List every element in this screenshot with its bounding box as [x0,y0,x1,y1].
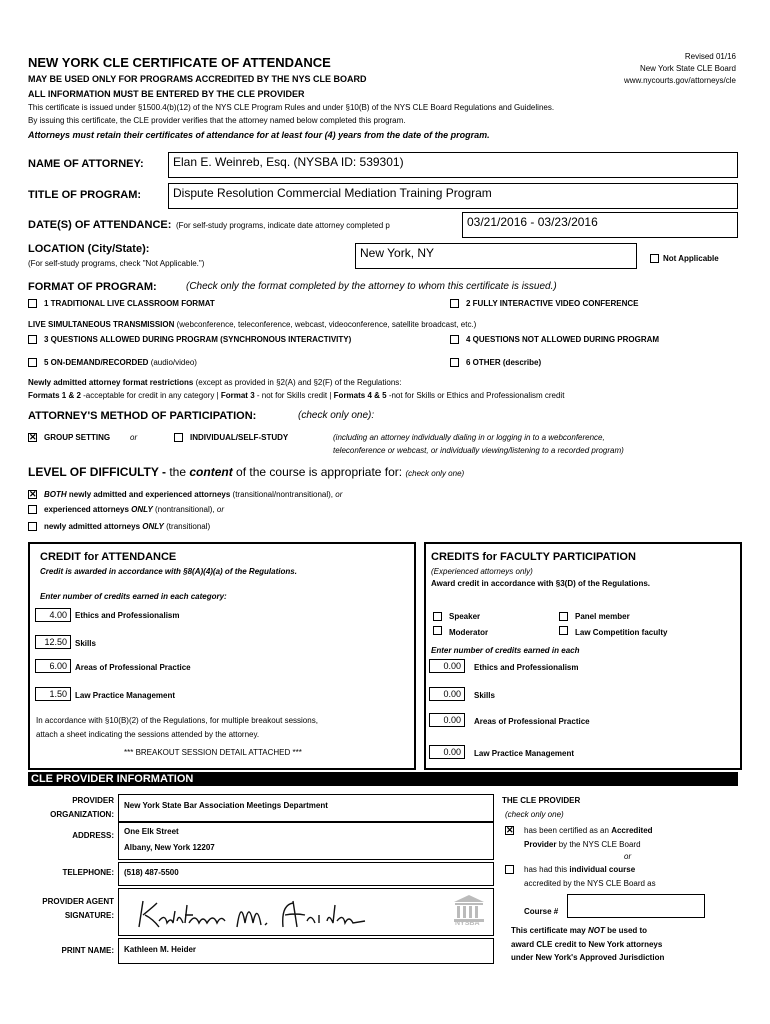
faculty-lpm-field[interactable]: 0.00 [429,745,465,759]
individual-course-line-2: accredited by the NYS CLE Board as [524,879,656,888]
law-competition-checkbox[interactable] [559,626,568,635]
org-value: New York State Bar Association Meetings Department [124,801,328,810]
credit-app-label: Areas of Professional Practice [75,663,191,672]
issued-under-text: This certificate is issued under §1500.4(b)(12) of the NYS CLE Program Rules and under §10(B) of the NYS CLE Board Regulations and Guidelines. [28,103,555,112]
format3-checkbox[interactable] [28,335,37,344]
board-name: New York State CLE Board [639,64,736,73]
course-number-field[interactable] [567,894,705,918]
seal-text: NYSBA [455,920,480,927]
board-url: www.nycourts.gov/attorneys/cle [623,76,736,85]
individual-checkbox[interactable] [174,433,183,442]
revised-date: Revised 01/16 [684,52,736,61]
award-line: award CLE credit to New York attorneys [511,940,663,949]
accredited-only-note: MAY BE USED ONLY FOR PROGRAMS ACCREDITED BY THE NYS CLE BOARD [28,74,367,84]
format4-label: 4 QUESTIONS NOT ALLOWED DURING PROGRAM [466,335,660,344]
course-number-label: Course # [524,907,559,916]
attendance-dates-label: DATE(S) OF ATTENDANCE: [28,219,172,231]
not-applicable-label: Not Applicable [663,254,719,263]
credit-awarded-note: Credit is awarded in accordance with §8(A)(4)(a) of the Regulations. [40,567,297,576]
format6-checkbox[interactable] [450,358,459,367]
accredited-provider-checkbox[interactable]: ✕ [506,825,514,835]
accredited-line-2: Provider by the NYS CLE Board [524,840,641,849]
agent-label-2: SIGNATURE: [64,911,114,920]
format2-checkbox[interactable] [450,299,459,308]
check-only-one: (check only one) [505,810,564,819]
address-line-1: One Elk Street [124,827,179,836]
law-competition-label: Law Competition faculty [575,628,668,637]
attorney-name-field[interactable]: Elan E. Weinreb, Esq. (NYSBA ID: 539301) [168,152,738,178]
retain-notice: Attorneys must retain their certificates of attendance for at least four (4) years from the date of the program. [28,130,490,140]
both-attorneys-label: BOTH newly admitted and experienced attorneys (transitional/nontransitional), or [44,490,343,499]
attorney-name-label: NAME OF ATTORNEY: [28,158,144,170]
provider-header: CLE PROVIDER INFORMATION [28,772,738,786]
the-cle-provider: THE CLE PROVIDER [502,796,581,805]
faculty-exp-note: (Experienced attorneys only) [431,567,533,576]
formats-text: Formats 1 & 2 -acceptable for credit in any category | Format 3 - not for Skills credit | Formats 4 & 5 -not for Skills or Ethics and Professionalism credit [28,391,565,400]
moderator-checkbox[interactable] [433,626,442,635]
method-label: ATTORNEY'S METHOD OF PARTICIPATION: [28,410,257,422]
format-note: (Check only the format completed by the attorney to whom this certificate is issued.) [186,281,557,292]
speaker-label: Speaker [449,612,481,621]
address-label: ADDRESS: [72,831,114,840]
newly-admitted-checkbox[interactable] [28,522,37,531]
format4-checkbox[interactable] [450,335,459,344]
difficulty-heading: LEVEL OF DIFFICULTY - the content of the course is appropriate for: (check only one) [28,465,465,479]
breakout-text-2: attach a sheet indicating the sessions attended by the attorney. [36,730,260,739]
individual-note-1: (including an attorney individually dialing in or logging in to a webconference, [333,433,605,442]
breakout-attached: *** BREAKOUT SESSION DETAIL ATTACHED *** [124,748,302,757]
format-label: FORMAT OF PROGRAM: [28,281,157,293]
agent-label-1: PROVIDER AGENT [42,897,114,906]
faculty-award-note: Award credit in accordance with §3(D) of the Regulations. [431,579,651,588]
faculty-enter-note: Enter number of credits earned in each [431,646,580,655]
credit-ethics-field[interactable]: 4.00 [35,608,71,622]
newly-admitted-label: newly admitted attorneys ONLY (transitional) [44,522,211,531]
both-attorneys-checkbox[interactable]: ✕ [29,489,37,499]
format6-label: 6 OTHER (describe) [466,358,542,367]
format5-note: (audio/video) [150,358,197,367]
verify-text: By issuing this certificate, the CLE provider verifies that the attorney named below completed this program. [28,116,406,125]
program-title-label: TITLE OF PROGRAM: [28,189,142,201]
faculty-lpm-label: Law Practice Management [474,749,575,758]
format2-label: 2 FULLY INTERACTIVE VIDEO CONFERENCE [466,299,639,308]
individual-note-2: teleconference or webcast, or individually viewing/listening to a recorded program) [333,446,624,455]
address-line-2: Albany, New York 12207 [124,843,215,852]
org-label-2: ORGANIZATION: [50,810,114,819]
program-title-field[interactable]: Dispute Resolution Commercial Mediation Training Program [168,183,738,209]
restrictions-text [28,378,402,387]
credit-app-field[interactable]: 6.00 [35,659,71,673]
accredited-line-1: has been certified as an Accredited [524,826,653,835]
faculty-skills-label: Skills [474,691,495,700]
print-name-label: PRINT NAME: [61,946,114,955]
faculty-panel [424,542,742,770]
live-transmission-label: LIVE SIMULTANEOUS TRANSMISSION [28,320,175,329]
org-label-1: PROVIDER [72,796,114,805]
method-note: (check only one): [298,410,375,421]
format5-label: 5 ON-DEMAND/RECORDED [44,358,149,367]
print-name-field[interactable] [118,938,494,964]
page-title: NEW YORK CLE CERTIFICATE OF ATTENDANCE [28,55,331,70]
location-note: (For self-study programs, check "Not Applicable.") [28,259,205,268]
signature-image [133,893,373,933]
signature-field[interactable] [118,888,494,936]
faculty-ethics-field[interactable]: 0.00 [429,659,465,673]
location-label: LOCATION (City/State): [28,243,150,255]
address-field[interactable] [118,822,494,860]
group-setting-label: GROUP SETTING [44,433,111,442]
org-field[interactable] [118,794,494,822]
panel-member-label: Panel member [575,612,630,621]
format5-text [44,358,197,367]
experienced-checkbox[interactable] [28,505,37,514]
credit-attendance-title: CREDIT for ATTENDANCE [40,551,177,563]
faculty-skills-field[interactable]: 0.00 [429,687,465,701]
speaker-checkbox[interactable] [433,612,442,621]
individual-course-checkbox[interactable] [505,865,514,874]
telephone-value: (518) 487-5500 [124,868,179,877]
faculty-app-field[interactable]: 0.00 [429,713,465,727]
location-field[interactable]: New York, NY [355,243,637,269]
individual-label: INDIVIDUAL/SELF-STUDY [190,433,289,442]
credit-ethics-label: Ethics and Professionalism [75,611,180,620]
format1-label: 1 TRADITIONAL LIVE CLASSROOM FORMAT [44,299,215,308]
faculty-app-label: Areas of Professional Practice [474,717,590,726]
credit-enter-note: Enter number of credits earned in each category: [40,592,227,601]
not-applicable-checkbox[interactable] [650,254,659,263]
faculty-title: CREDITS for FACULTY PARTICIPATION [431,551,636,563]
credit-skills-label: Skills [75,639,96,648]
faculty-ethics-label: Ethics and Professionalism [474,663,579,672]
credit-lpm-field[interactable]: 1.50 [35,687,71,701]
attendance-dates-field[interactable]: 03/21/2016 - 03/23/2016 [462,212,738,238]
restrictions-label: Newly admitted attorney format restrictions [28,378,194,387]
may-not-line: This certificate may NOT be used to [511,926,648,935]
individual-course-line-1: has had this individual course [524,865,636,874]
format5-checkbox[interactable] [28,358,37,367]
format3-label: 3 QUESTIONS ALLOWED DURING PROGRAM (SYNCHRONOUS INTERACTIVITY) [44,335,352,344]
breakout-text-1: In accordance with §10(B)(2) of the Regulations, for multiple breakout sessions, [36,716,318,725]
telephone-label: TELEPHONE: [62,868,114,877]
method-or: or [130,433,138,442]
live-transmission-text [28,320,476,329]
live-transmission-note: (webconference, teleconference, webcast, videoconference, satellite broadcast, etc.) [176,320,477,329]
moderator-label: Moderator [449,628,489,637]
panel-member-checkbox[interactable] [559,612,568,621]
provider-or: or [624,852,632,861]
credit-lpm-label: Law Practice Management [75,691,176,700]
telephone-field[interactable] [118,862,494,886]
format1-checkbox[interactable] [28,299,37,308]
group-setting-checkbox[interactable]: ✕ [29,432,37,442]
restrictions-note: (except as provided in §2(A) and §2(F) of the Regulations: [195,378,402,387]
nysba-seal [452,894,486,928]
credit-skills-field[interactable]: 12.50 [35,635,71,649]
attendance-dates-note: (For self-study programs, indicate date attorney completed p [176,221,390,230]
experienced-label: experienced attorneys ONLY (nontransitional), or [44,505,224,514]
jurisdiction-line: under New York's Approved Jurisdiction [511,953,665,962]
print-name-value: Kathleen M. Heider [124,945,197,954]
provider-entry-note: ALL INFORMATION MUST BE ENTERED BY THE CLE PROVIDER [28,89,305,99]
